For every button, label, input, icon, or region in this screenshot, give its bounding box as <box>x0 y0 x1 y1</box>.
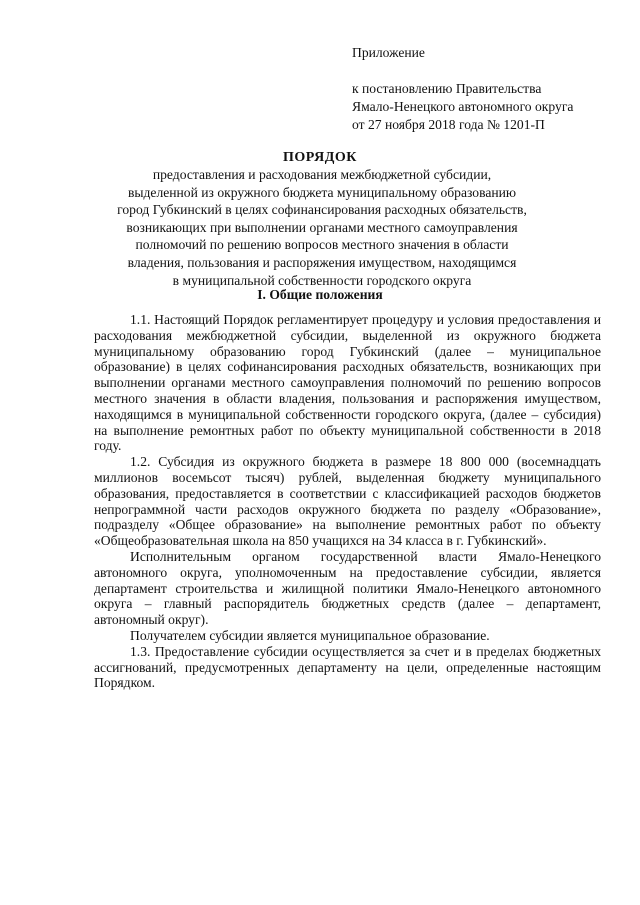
section-heading: I. Общие положения <box>257 287 383 302</box>
subtitle-line: выделенной из окружного бюджета муниципальному образованию <box>127 184 517 200</box>
appendix-line-3: от 27 ноября 2018 года № 1201-П <box>352 117 545 132</box>
subtitle-line: возникающих при выполнении органами местного самоуправления <box>126 219 518 235</box>
paragraph-1-3: 1.3. Предоставление субсидии осуществляется за счет и в пределах бюджетных ассигнований, предусмотренных департаменту на цели, определенные настоящим Порядком. <box>94 643 601 691</box>
paragraph-recipient: Получателем субсидии является муниципальное образование. <box>130 627 490 643</box>
appendix-line-2: Ямало-Ненецкого автономного округа <box>352 99 574 114</box>
subtitle-line: предоставления и расходования межбюджетной субсидии, <box>152 167 492 182</box>
subtitle-line: в муниципальной собственности городского округа <box>172 272 472 288</box>
appendix-line-1: к постановлению Правительства <box>352 81 542 96</box>
document-title: ПОРЯДОК <box>283 150 357 165</box>
appendix-block <box>352 44 622 134</box>
subtitle-line: владения, пользования и распоряжения имуществом, находящимся <box>127 254 517 270</box>
paragraph-1-2: 1.2. Субсидия из окружного бюджета в размере 18 800 000 (восемнадцать миллионов восемьсот тысяч) рублей, выделенная бюджету муниципального образования, предоставляется в соответствии с классификацией расходов бюджетов непрограммной части расходов окружного бюджета по разделу «Образование», подразделу «Общее образование» на выполнение ремонтных работ по объекту «Общеобразовательная школа на 850 учащихся на 34 класса в г. Губкинский». <box>94 454 601 549</box>
appendix-label: Приложение <box>352 45 425 60</box>
subtitle-line: город Губкинский в целях софинансирования расходных обязательств, <box>117 202 527 218</box>
document-subtitle <box>80 166 564 289</box>
paragraph-1-1: 1.1. Настоящий Порядок регламентирует процедуру и условия предоставления и расходования межбюджетной субсидии, выделенной из окружного бюджета муниципальному образованию город Губкинский (далее – муниципальное образование) в целях софинансирования расходных обязательств, возникающих при выполнении органами местного самоуправления полномочий по решению вопросов местного значения в области владения, пользования и распоряжения имуществом, находящимся в муниципальной собственности городского округа, (далее – субсидия) на выполнение ремонтных работ по объекту муниципальной собственности в 2018 году. <box>94 312 601 454</box>
body-text <box>94 312 601 691</box>
paragraph-executive-body: Исполнительным органом государственной власти Ямало-Ненецкого автономного округа, уполномоченным на предоставление субсидии, является департамент строительства и жилищной политики Ямало-Ненецкого автономного округа – главный распорядитель бюджетных средств (далее – департамент, автономный округ). <box>94 548 601 628</box>
appendix-gap <box>352 62 622 80</box>
subtitle-line: полномочий по решению вопросов местного значения в области <box>135 237 509 253</box>
